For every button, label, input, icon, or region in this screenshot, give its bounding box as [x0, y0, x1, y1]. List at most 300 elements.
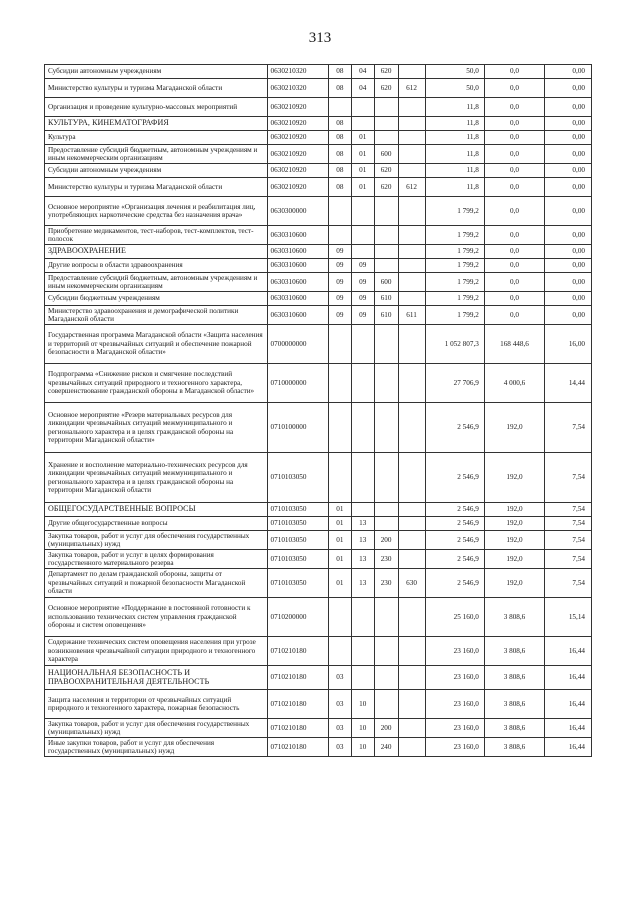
row-expense-type [374, 259, 398, 273]
row-subsection [351, 503, 374, 517]
row-name: Департамент по делам гражданской обороны, защиты от чрезвычайных ситуаций и пожарной безопасности Магаданской области [45, 569, 268, 598]
row-expense-type: 610 [374, 292, 398, 306]
table-row [45, 306, 592, 325]
row-code: 0630210920 [267, 117, 328, 131]
row-department [398, 245, 425, 259]
row-department [398, 273, 425, 292]
row-expense-type [374, 453, 398, 503]
row-actual-value: 0,0 [484, 178, 544, 197]
row-expense-type: 200 [374, 531, 398, 550]
row-department [398, 364, 425, 403]
row-name: Министерство культуры и туризма Магаданской области [45, 178, 268, 197]
row-name: Закупка товаров, работ и услуг в целях формирования государственного материального резерва [45, 550, 268, 569]
row-actual-value: 192,0 [484, 531, 544, 550]
row-percent: 16,44 [545, 666, 592, 690]
row-subsection: 09 [351, 292, 374, 306]
row-plan-value: 25 160,0 [425, 598, 484, 637]
row-code: 0630210320 [267, 79, 328, 98]
row-section [328, 325, 351, 364]
row-subsection [351, 403, 374, 453]
row-expense-type: 230 [374, 569, 398, 598]
table-row [45, 569, 592, 598]
table-row [45, 666, 592, 690]
row-department [398, 690, 425, 719]
row-percent: 7,54 [545, 569, 592, 598]
row-section: 08 [328, 65, 351, 79]
row-department [398, 117, 425, 131]
row-name: Основное мероприятие «Резерв материальных ресурсов для ликвидации чрезвычайных ситуаций межмуниципального и регионального характера и в целях гражданской обороны на территории Магаданской области» [45, 403, 268, 453]
row-section: 08 [328, 117, 351, 131]
row-plan-value: 23 160,0 [425, 637, 484, 666]
page-number: 313 [308, 30, 332, 46]
row-name: Предоставление субсидий бюджетным, автономным учреждениям и иным некоммерческим организациям [45, 273, 268, 292]
row-actual-value: 192,0 [484, 453, 544, 503]
table-row [45, 517, 592, 531]
row-subsection: 13 [351, 569, 374, 598]
row-code: 0710210180 [267, 666, 328, 690]
row-code: 0710210180 [267, 719, 328, 738]
row-actual-value: 192,0 [484, 517, 544, 531]
table-row [45, 637, 592, 666]
table-row [45, 598, 592, 637]
table-row [45, 690, 592, 719]
row-expense-type: 600 [374, 273, 398, 292]
row-name: ОБЩЕГОСУДАРСТВЕННЫЕ ВОПРОСЫ [45, 503, 268, 517]
row-section: 08 [328, 178, 351, 197]
row-expense-type: 620 [374, 65, 398, 79]
row-expense-type: 200 [374, 719, 398, 738]
row-percent: 16,44 [545, 719, 592, 738]
row-section [328, 226, 351, 245]
row-department [398, 65, 425, 79]
row-section [328, 364, 351, 403]
row-plan-value: 1 799,2 [425, 245, 484, 259]
row-code: 0710103050 [267, 453, 328, 503]
row-section: 01 [328, 517, 351, 531]
row-name: Закупка товаров, работ и услуг для обеспечения государственных (муниципальных) нужд [45, 719, 268, 738]
row-plan-value: 11,8 [425, 145, 484, 164]
row-plan-value: 1 052 807,3 [425, 325, 484, 364]
row-code: 0710103050 [267, 531, 328, 550]
row-plan-value: 2 546,9 [425, 531, 484, 550]
row-department [398, 226, 425, 245]
row-expense-type [374, 131, 398, 145]
row-actual-value: 3 808,6 [484, 598, 544, 637]
row-actual-value: 192,0 [484, 550, 544, 569]
row-department [398, 738, 425, 757]
row-department [398, 453, 425, 503]
row-plan-value: 23 160,0 [425, 690, 484, 719]
row-subsection: 01 [351, 164, 374, 178]
row-expense-type [374, 690, 398, 719]
row-department [398, 98, 425, 117]
budget-table [44, 64, 592, 757]
row-name: Закупка товаров, работ и услуг для обеспечения государственных (муниципальных) нужд [45, 531, 268, 550]
row-actual-value: 0,0 [484, 306, 544, 325]
row-name: КУЛЬТУРА, КИНЕМАТОГРАФИЯ [45, 117, 268, 131]
row-subsection: 09 [351, 273, 374, 292]
row-actual-value: 192,0 [484, 503, 544, 517]
row-actual-value: 3 808,6 [484, 719, 544, 738]
row-actual-value: 0,0 [484, 79, 544, 98]
table-row [45, 164, 592, 178]
row-percent: 7,54 [545, 403, 592, 453]
row-plan-value: 2 546,9 [425, 503, 484, 517]
row-actual-value: 192,0 [484, 569, 544, 598]
row-percent: 14,44 [545, 364, 592, 403]
row-actual-value: 3 808,6 [484, 690, 544, 719]
row-percent: 7,54 [545, 503, 592, 517]
row-expense-type [374, 364, 398, 403]
row-subsection: 09 [351, 306, 374, 325]
row-actual-value: 0,0 [484, 197, 544, 226]
row-percent: 16,00 [545, 325, 592, 364]
row-expense-type [374, 598, 398, 637]
row-plan-value: 1 799,2 [425, 273, 484, 292]
row-name: Субсидии автономным учреждениям [45, 164, 268, 178]
row-plan-value: 2 546,9 [425, 569, 484, 598]
row-plan-value: 27 706,9 [425, 364, 484, 403]
row-section [328, 598, 351, 637]
row-section: 08 [328, 164, 351, 178]
row-section: 08 [328, 131, 351, 145]
table-row [45, 403, 592, 453]
row-subsection: 10 [351, 719, 374, 738]
row-expense-type [374, 503, 398, 517]
row-percent: 0,00 [545, 306, 592, 325]
row-code: 0630300000 [267, 197, 328, 226]
row-name: Подпрограмма «Снижение рисков и смягчение последствий чрезвычайных ситуаций природного и техногенного характера, совершенствование гражданской обороны в Магаданской области» [45, 364, 268, 403]
row-actual-value: 0,0 [484, 117, 544, 131]
row-expense-type: 620 [374, 164, 398, 178]
row-code: 0710210180 [267, 690, 328, 719]
row-expense-type: 610 [374, 306, 398, 325]
row-code: 0630310600 [267, 306, 328, 325]
row-plan-value: 2 546,9 [425, 403, 484, 453]
row-percent: 0,00 [545, 226, 592, 245]
table-row [45, 531, 592, 550]
row-actual-value: 0,0 [484, 65, 544, 79]
row-code: 0630210920 [267, 164, 328, 178]
table-row [45, 259, 592, 273]
row-plan-value: 11,8 [425, 178, 484, 197]
row-section: 03 [328, 719, 351, 738]
row-actual-value: 0,0 [484, 226, 544, 245]
row-section [328, 98, 351, 117]
table-row [45, 245, 592, 259]
row-percent: 7,54 [545, 517, 592, 531]
row-percent: 0,00 [545, 292, 592, 306]
row-section: 03 [328, 690, 351, 719]
row-department [398, 503, 425, 517]
row-plan-value: 11,8 [425, 117, 484, 131]
row-expense-type [374, 117, 398, 131]
row-expense-type [374, 197, 398, 226]
row-section: 01 [328, 503, 351, 517]
row-percent: 0,00 [545, 145, 592, 164]
row-percent: 0,00 [545, 117, 592, 131]
row-subsection [351, 245, 374, 259]
row-section: 09 [328, 273, 351, 292]
row-subsection: 10 [351, 690, 374, 719]
row-section: 01 [328, 531, 351, 550]
row-name: Государственная программа Магаданской области «Защита населения и территорий от чрезвычайных ситуаций и обеспечение пожарной безопасности в Магаданской области» [45, 325, 268, 364]
row-name: Субсидии автономным учреждениям [45, 65, 268, 79]
row-code: 0710200000 [267, 598, 328, 637]
table-row [45, 98, 592, 117]
row-department [398, 259, 425, 273]
row-plan-value: 23 160,0 [425, 666, 484, 690]
table-row [45, 226, 592, 245]
row-section: 01 [328, 569, 351, 598]
row-section: 08 [328, 79, 351, 98]
row-actual-value: 192,0 [484, 403, 544, 453]
row-code: 0630210920 [267, 178, 328, 197]
row-plan-value: 1 799,2 [425, 292, 484, 306]
row-plan-value: 11,8 [425, 98, 484, 117]
row-subsection [351, 364, 374, 403]
row-percent: 0,00 [545, 65, 592, 79]
row-percent: 0,00 [545, 259, 592, 273]
row-subsection [351, 98, 374, 117]
row-department [398, 164, 425, 178]
row-subsection [351, 453, 374, 503]
row-code: 0710103050 [267, 503, 328, 517]
table-row [45, 79, 592, 98]
row-expense-type [374, 98, 398, 117]
row-name: Иные закупки товаров, работ и услуг для обеспечения государственных (муниципальных) нужд [45, 738, 268, 757]
row-name: Культура [45, 131, 268, 145]
row-department [398, 531, 425, 550]
row-subsection [351, 666, 374, 690]
table-row [45, 503, 592, 517]
table-row [45, 550, 592, 569]
row-section: 03 [328, 738, 351, 757]
row-subsection: 01 [351, 145, 374, 164]
row-percent: 0,00 [545, 98, 592, 117]
row-subsection: 13 [351, 531, 374, 550]
row-section [328, 637, 351, 666]
table-row [45, 719, 592, 738]
row-section: 09 [328, 259, 351, 273]
row-expense-type: 600 [374, 145, 398, 164]
row-subsection [351, 598, 374, 637]
row-section: 08 [328, 145, 351, 164]
row-section: 09 [328, 245, 351, 259]
row-section [328, 403, 351, 453]
row-percent: 0,00 [545, 79, 592, 98]
row-section: 09 [328, 306, 351, 325]
row-plan-value: 50,0 [425, 65, 484, 79]
row-department [398, 131, 425, 145]
row-name: Основное мероприятие «Организация лечения и реабилитация лиц, употребляющих наркотические средства без назначения врача» [45, 197, 268, 226]
row-code: 0710100000 [267, 403, 328, 453]
row-department [398, 292, 425, 306]
row-department: 630 [398, 569, 425, 598]
row-actual-value: 3 808,6 [484, 637, 544, 666]
table-row [45, 273, 592, 292]
row-code: 0630210920 [267, 131, 328, 145]
row-subsection: 04 [351, 79, 374, 98]
row-percent: 0,00 [545, 245, 592, 259]
row-department: 611 [398, 306, 425, 325]
row-expense-type [374, 517, 398, 531]
row-expense-type: 240 [374, 738, 398, 757]
row-section: 09 [328, 292, 351, 306]
row-name: Другие общегосударственные вопросы [45, 517, 268, 531]
row-percent: 0,00 [545, 164, 592, 178]
row-expense-type [374, 637, 398, 666]
table-row [45, 292, 592, 306]
row-plan-value: 1 799,2 [425, 306, 484, 325]
row-actual-value: 4 000,6 [484, 364, 544, 403]
row-expense-type [374, 325, 398, 364]
table-row [45, 197, 592, 226]
row-name: Субсидии бюджетным учреждениям [45, 292, 268, 306]
table-body [45, 65, 592, 757]
row-percent: 0,00 [545, 131, 592, 145]
row-actual-value: 0,0 [484, 145, 544, 164]
row-name: Другие вопросы в области здравоохранения [45, 259, 268, 273]
table-row [45, 178, 592, 197]
row-department: 612 [398, 178, 425, 197]
row-expense-type: 620 [374, 178, 398, 197]
row-name: Предоставление субсидий бюджетным, автономным учреждениям и иным некоммерческим организациям [45, 145, 268, 164]
table-row [45, 364, 592, 403]
row-subsection: 01 [351, 178, 374, 197]
row-department [398, 719, 425, 738]
row-percent: 16,44 [545, 738, 592, 757]
row-section [328, 453, 351, 503]
row-department [398, 517, 425, 531]
row-code: 0630210920 [267, 98, 328, 117]
row-subsection: 09 [351, 259, 374, 273]
row-name: Организация и проведение культурно-массовых мероприятий [45, 98, 268, 117]
row-percent: 0,00 [545, 178, 592, 197]
row-section: 03 [328, 666, 351, 690]
row-plan-value: 23 160,0 [425, 738, 484, 757]
row-code: 0710103050 [267, 517, 328, 531]
row-percent: 0,00 [545, 273, 592, 292]
row-actual-value: 0,0 [484, 273, 544, 292]
row-actual-value: 3 808,6 [484, 738, 544, 757]
row-code: 0630310600 [267, 245, 328, 259]
row-percent: 7,54 [545, 531, 592, 550]
row-department [398, 550, 425, 569]
row-actual-value: 0,0 [484, 98, 544, 117]
row-expense-type [374, 666, 398, 690]
table-row [45, 131, 592, 145]
row-subsection [351, 637, 374, 666]
row-plan-value: 2 546,9 [425, 550, 484, 569]
row-plan-value: 11,8 [425, 164, 484, 178]
row-department [398, 666, 425, 690]
row-percent: 16,44 [545, 690, 592, 719]
row-percent: 7,54 [545, 550, 592, 569]
row-code: 0710103050 [267, 569, 328, 598]
row-percent: 16,44 [545, 637, 592, 666]
row-expense-type [374, 403, 398, 453]
row-subsection [351, 117, 374, 131]
row-code: 0700000000 [267, 325, 328, 364]
row-department: 612 [398, 79, 425, 98]
row-name: ЗДРАВООХРАНЕНИЕ [45, 245, 268, 259]
row-department [398, 325, 425, 364]
row-name: Приобретение медикаментов, тест-наборов, тест-комплектов, тест-полосок [45, 226, 268, 245]
row-subsection: 13 [351, 550, 374, 569]
table-row [45, 325, 592, 364]
table-row [45, 738, 592, 757]
row-section: 01 [328, 550, 351, 569]
row-plan-value: 1 799,2 [425, 197, 484, 226]
row-subsection: 13 [351, 517, 374, 531]
row-plan-value: 2 546,9 [425, 517, 484, 531]
row-plan-value: 23 160,0 [425, 719, 484, 738]
table-row [45, 145, 592, 164]
row-subsection: 10 [351, 738, 374, 757]
row-actual-value: 0,0 [484, 164, 544, 178]
row-department [398, 197, 425, 226]
table-row [45, 65, 592, 79]
row-code: 0630210320 [267, 65, 328, 79]
row-department [398, 145, 425, 164]
row-code: 0710000000 [267, 364, 328, 403]
row-actual-value: 0,0 [484, 131, 544, 145]
row-code: 0630210920 [267, 145, 328, 164]
row-expense-type: 620 [374, 79, 398, 98]
row-subsection: 01 [351, 131, 374, 145]
row-name: Министерство культуры и туризма Магаданской области [45, 79, 268, 98]
row-plan-value: 1 799,2 [425, 259, 484, 273]
row-percent: 7,54 [545, 453, 592, 503]
row-expense-type [374, 245, 398, 259]
row-actual-value: 0,0 [484, 245, 544, 259]
row-name: Хранение и восполнение материально-технических ресурсов для ликвидации чрезвычайных ситуаций межмуниципального и регионального характера и в целях гражданской обороны на территории Магаданской области [45, 453, 268, 503]
row-subsection [351, 226, 374, 245]
row-subsection: 04 [351, 65, 374, 79]
row-plan-value: 11,8 [425, 131, 484, 145]
row-expense-type: 230 [374, 550, 398, 569]
row-name: Основное мероприятие «Поддержание в постоянной готовности к использованию технических систем управления гражданской обороны и систем оповещения» [45, 598, 268, 637]
row-code: 0710210180 [267, 738, 328, 757]
row-actual-value: 0,0 [484, 292, 544, 306]
row-section [328, 197, 351, 226]
row-subsection [351, 197, 374, 226]
row-name: Защита населения и территории от чрезвычайных ситуаций природного и техногенного характера, пожарная безопасность [45, 690, 268, 719]
row-code: 0710103050 [267, 550, 328, 569]
row-name: Министерство здравоохранения и демографической политики Магаданской области [45, 306, 268, 325]
row-name: Содержание технических систем оповещения населения при угрозе возникновения чрезвычайной ситуации природного и техногенного характера [45, 637, 268, 666]
row-department [398, 403, 425, 453]
row-code: 0630310600 [267, 273, 328, 292]
row-code: 0630310600 [267, 259, 328, 273]
row-percent: 0,00 [545, 197, 592, 226]
table-row [45, 453, 592, 503]
row-code: 0710210180 [267, 637, 328, 666]
row-name: НАЦИОНАЛЬНАЯ БЕЗОПАСНОСТЬ И ПРАВООХРАНИТЕЛЬНАЯ ДЕЯТЕЛЬНОСТЬ [45, 666, 268, 690]
row-plan-value: 50,0 [425, 79, 484, 98]
row-expense-type [374, 226, 398, 245]
row-actual-value: 0,0 [484, 259, 544, 273]
row-plan-value: 2 546,9 [425, 453, 484, 503]
row-actual-value: 168 448,6 [484, 325, 544, 364]
row-department [398, 637, 425, 666]
row-percent: 15,14 [545, 598, 592, 637]
row-actual-value: 3 808,6 [484, 666, 544, 690]
row-subsection [351, 325, 374, 364]
row-code: 0630310600 [267, 292, 328, 306]
row-plan-value: 1 799,2 [425, 226, 484, 245]
